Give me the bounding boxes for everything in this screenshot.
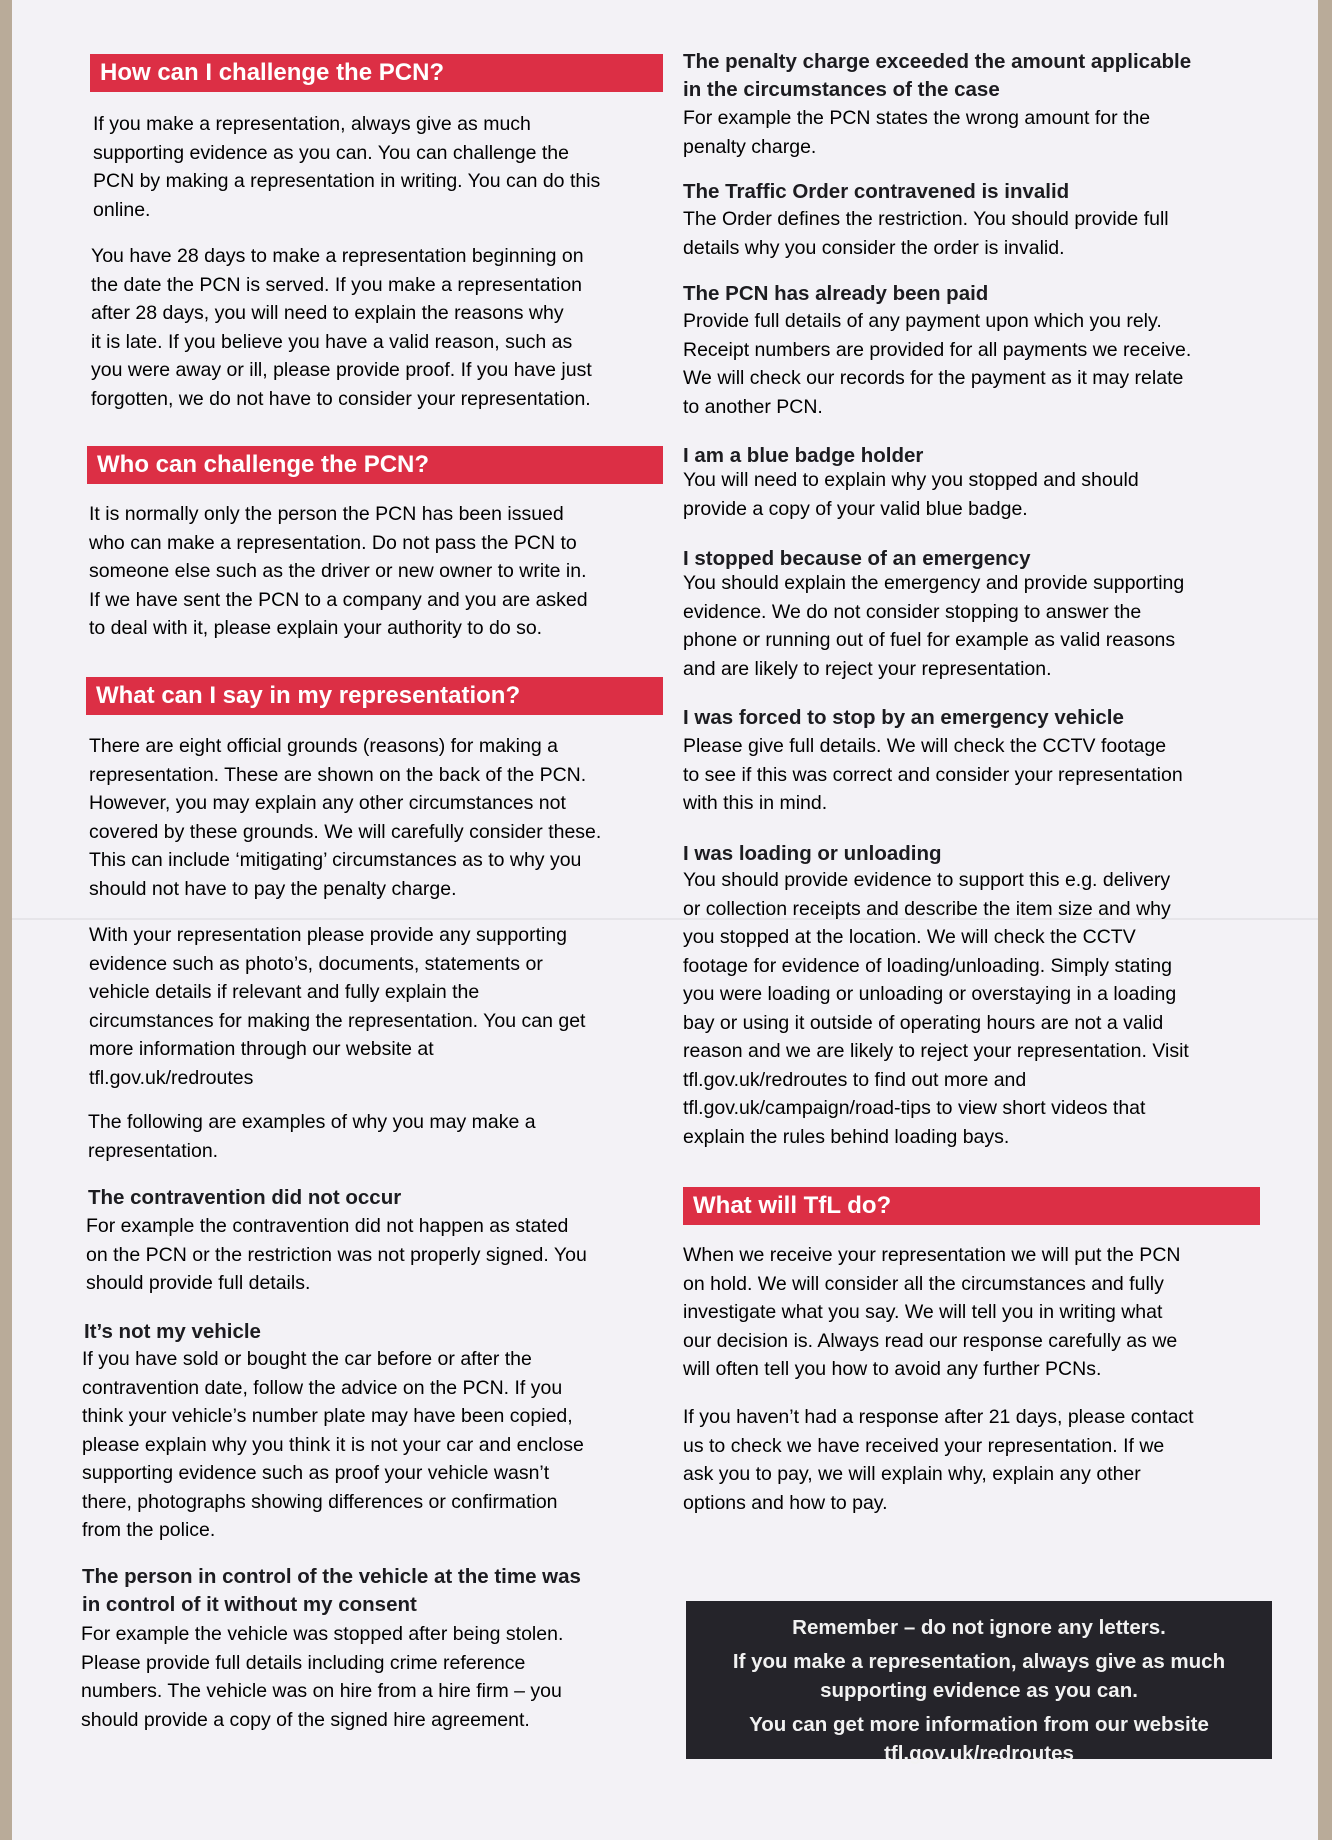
remember-line-1: Remember – do not ignore any letters. <box>792 1616 1166 1639</box>
ground-title-contravention: The contravention did not occur <box>88 1186 402 1209</box>
remember-website: tfl.gov.uk/redroutes <box>884 1742 1074 1765</box>
who-paragraph: It is normally only the person the PCN has been issued who can make a representation. Do not pass the PCN to someone else such as the driver or new owner to write in. If we have sent the PCN to a company and you are asked to deal with it, please explain your authority to do so. <box>89 503 588 639</box>
what-paragraph-1: There are eight official grounds (reasons) for making a representation. These are shown on the back of the PCN. However, you may explain any other circumstances not covered by these grounds. We will carefully consider these. This can include ‘mitigating’ circumstances as to why you should not have to pay the penalty charge. <box>89 735 602 900</box>
heading-what-tfl-do: What will TfL do? <box>683 1187 1260 1225</box>
ground-body-blue-badge: You will need to explain why you stopped and should provide a copy of your valid blue badge. <box>683 469 1139 520</box>
challenge-paragraph-1: If you make a representation, always give as much supporting evidence as you can. You can challenge the PCN by making a representation in writing. You can do this online. <box>93 113 601 221</box>
what-paragraph-3: The following are examples of why you may make a representation. <box>88 1111 536 1162</box>
heading-who-challenge: Who can challenge the PCN? <box>87 446 663 484</box>
ground-title-already-paid: The PCN has already been paid <box>683 282 989 305</box>
heading-how-challenge: How can I challenge the PCN? <box>90 54 663 92</box>
remember-line-3: You can get more information from our website <box>749 1712 1209 1736</box>
remember-line-2: If you make a representation, always give as much supporting evidence as you can. <box>732 1649 1226 1702</box>
ground-title-emergency-vehicle: I was forced to stop by an emergency vehicle <box>683 706 1124 729</box>
ground-body-contravention: For example the contravention did not happen as stated on the PCN or the restriction was not properly signed. You should provide full details. <box>86 1215 587 1294</box>
challenge-paragraph-2: You have 28 days to make a representation beginning on the date the PCN is served. If you make a representation after 28 days, you will need to explain the reasons why it is late. If you believe you have a valid reason, such as you were away or ill, please provide proof. If you have just forgotten, we do not have to consider your representation. <box>91 245 592 410</box>
ground-title-blue-badge: I am a blue badge holder <box>683 444 924 467</box>
ground-body-without-consent: For example the vehicle was stopped after being stolen. Please provide full details including crime reference numbers. The vehicle was on hire from a hire firm – you should provide a copy of the signed hire agreement. <box>81 1623 564 1731</box>
tfl-paragraph-1: When we receive your representation we will put the PCN on hold. We will consider all the circumstances and fully investigate what you say. We will tell you in writing what our decision is. Always read our response carefully as we will often tell you how to avoid any further PCNs. <box>683 1244 1181 1380</box>
ground-body-order-invalid: The Order defines the restriction. You should provide full details why you consider the order is invalid. <box>683 208 1169 259</box>
ground-title-emergency: I stopped because of an emergency <box>683 547 1031 570</box>
ground-title-not-my-vehicle: It’s not my vehicle <box>84 1320 261 1343</box>
ground-body-not-my-vehicle: If you have sold or bought the car before or after the contravention date, follow the advice on the PCN. If you think your vehicle’s number plate may have been copied, please explain why you think it is not your car and enclose supporting evidence such as proof your vehicle wasn’t there, photographs showing differences or confirmation from the police. <box>82 1348 584 1541</box>
heading-what-say: What can I say in my representation? <box>86 677 663 715</box>
ground-title-exceeded-amount: The penalty charge exceeded the amount applicable in the circumstances of the case <box>683 50 1192 101</box>
ground-title-loading: I was loading or unloading <box>683 842 942 865</box>
remember-box <box>686 1601 1272 1765</box>
ground-body-exceeded-amount: For example the PCN states the wrong amount for the penalty charge. <box>683 107 1151 158</box>
ground-body-already-paid: Provide full details of any payment upon which you rely. Receipt numbers are provided for all payments we receive. We will check our records for the payment as it may relate to another PCN. <box>683 310 1192 418</box>
ground-body-loading: You should provide evidence to support this e.g. delivery or collection receipts and describe the item size and why you stopped at the location. We will check the CCTV footage for evidence of loading/unloading. Simply stating you were loading or unloading or overstaying in a loading bay or using it outside of operating hours are not a valid reason and we are likely to reject your representation. Visit tfl.gov.uk/redroutes to find out more and tfl.gov.uk/campaign/road-tips to view short videos that explain the rules behind loading bays. <box>683 869 1189 1148</box>
ground-title-without-consent: The person in control of the vehicle at the time was in control of it without my consent <box>82 1565 581 1616</box>
ground-body-emergency: You should explain the emergency and provide supporting evidence. We do not consider stopping to answer the phone or running out of fuel for example as valid reasons and are likely to reject your representation. <box>683 572 1185 680</box>
ground-body-emergency-vehicle: Please give full details. We will check the CCTV footage to see if this was correct and consider your representation with this in mind. <box>683 735 1183 814</box>
ground-title-order-invalid: The Traffic Order contravened is invalid <box>683 180 1070 203</box>
what-paragraph-2: With your representation please provide any supporting evidence such as photo’s, documents, statements or vehicle details if relevant and fully explain the circumstances for making the representation. You can get more information through our website at tfl.gov.uk/redroutes <box>89 924 586 1089</box>
tfl-paragraph-2: If you haven’t had a response after 21 days, please contact us to check we have received your representation. If we ask you to pay, we will explain why, explain any other options and how to pay. <box>683 1406 1194 1514</box>
